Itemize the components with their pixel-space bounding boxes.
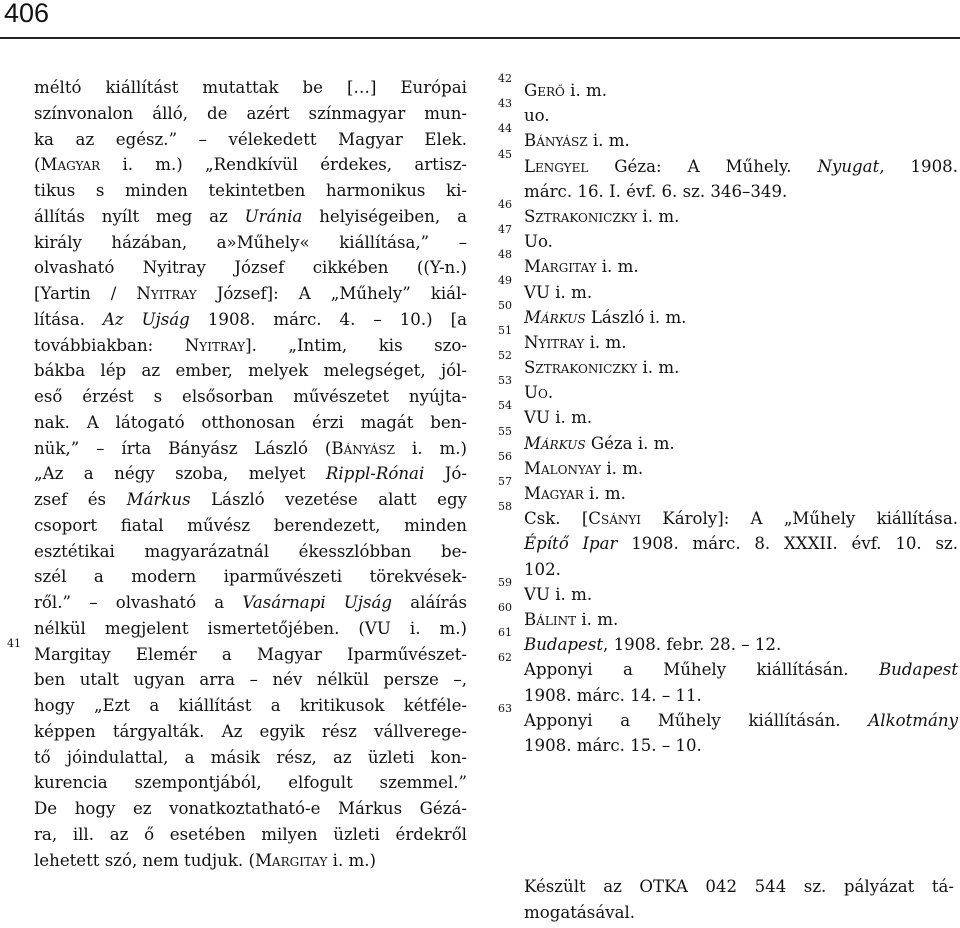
footnotes-column (498, 72, 959, 758)
footnote-43 (498, 97, 958, 128)
footnote-number: 56 (498, 449, 512, 463)
text-line: csoport fiatal művész berendezett, minden (34, 515, 467, 535)
text-line: [Yartin / Nyitray József]: A „Műhely” kiál- (34, 284, 467, 303)
footnote-52 (498, 349, 958, 380)
footnote-number: 47 (498, 223, 512, 237)
footnote-line: Csk. [Csányi Károly]: A „Műhely kiállítása. (524, 509, 958, 529)
footnote-59 (498, 575, 958, 607)
footnote-line: Bálint i. m. (524, 609, 619, 629)
footnote-number: 42 (498, 72, 512, 85)
footnote-line: Apponyi a Műhely kiállításán. Alkotmány (524, 710, 958, 730)
footnote-number: 48 (498, 248, 512, 262)
footnote-number: 50 (498, 298, 512, 312)
footnote-60 (498, 600, 958, 632)
page-number: 406 (4, 0, 50, 28)
footnote-63 (498, 701, 958, 758)
acknowledgement-line: mogatásával. (524, 903, 636, 922)
footnote-55 (498, 424, 958, 456)
footnote-number: 43 (498, 97, 512, 111)
footnote-line: Sztrakoniczky i. m. (524, 358, 680, 378)
footnote-47 (498, 223, 958, 254)
footnote-line: Bányász i. m. (524, 131, 630, 151)
footnote-number: 45 (498, 147, 512, 161)
footnote-line: 102. (524, 559, 561, 579)
footnote-line: Malonyay i. m. (524, 458, 644, 478)
text-line: szél a modern iparművészeti törekvések- (34, 567, 467, 587)
text-line: nak. A látogató otthonosan érzi magát ben- (34, 412, 467, 432)
footnote-61 (498, 626, 958, 657)
footnote-line: Márkus László i. m. (524, 307, 687, 327)
footnote-48 (498, 248, 958, 279)
footnote-45 (498, 147, 959, 204)
text-line: olvasható Nyitray József cikkében ((Y-n.) (34, 258, 467, 278)
footnote-number: 60 (498, 600, 512, 614)
footnote-56 (498, 449, 958, 481)
footnote-number: 57 (498, 475, 512, 488)
footnote-line: VU i. m. (524, 282, 593, 302)
footnote-line: Nyitray i. m. (524, 332, 627, 352)
footnote-line: Margitay i. m. (524, 257, 639, 277)
text-line: zsef és Márkus László vezetése alatt egy (34, 490, 467, 509)
text-line: ka az egész.” – vélekedett Magyar Elek. (34, 129, 467, 149)
footnote-number: 49 (498, 273, 512, 287)
text-line: bákba lép az ember, melyek melegséget, jól- (34, 361, 467, 381)
footnote-line: 1908. márc. 14. – 11. (524, 685, 702, 705)
footnote-number: 52 (498, 349, 512, 363)
footnote-line: Gerő i. m. (524, 81, 608, 100)
text-line: nük,” – írta Bányász László (Bányász i. m.) (34, 438, 467, 458)
text-line: eső érzést s elsősorban művészetet nyújta- (34, 387, 467, 406)
footnote-number: 44 (498, 122, 512, 136)
footnote-number: 62 (498, 651, 512, 665)
text-line: színvonalon álló, de azért színmagyar mun- (34, 103, 467, 123)
text-line: továbbiakban: Nyitray]. „Intim, kis szo- (34, 335, 467, 355)
text-line: esztétikai magyarázatnál ékesszlóbban be- (34, 541, 467, 561)
text-line: ra, ill. az ő esetében milyen üzleti érdekről (34, 824, 467, 844)
footnote-line: Budapest, 1908. febr. 28. – 12. (524, 635, 782, 655)
acknowledgement (524, 874, 954, 926)
footnote-number: 61 (498, 626, 512, 640)
text-line: képpen tárgyalták. Az egyik rész vállverege- (34, 721, 467, 741)
footnote-line: Építő Ipar 1908. márc. 8. XXXII. évf. 10. sz. (524, 534, 958, 554)
text-line: király házában, a»Műhely« kiállítása,” – (34, 232, 467, 252)
footnote-58 (498, 500, 958, 582)
footnote-line: VU i. m. (524, 584, 593, 604)
footnote-number: 46 (498, 197, 512, 211)
footnote-line: 1908. márc. 15. – 10. (524, 735, 702, 755)
footnote-number: 63 (498, 701, 512, 715)
footnote-number: 53 (498, 374, 512, 388)
footnote-54 (498, 399, 958, 430)
footnote-number: 58 (498, 500, 512, 514)
footnote-number: 55 (498, 424, 512, 438)
footnote-number: 51 (498, 323, 512, 337)
text-line: De hogy ez vonatkoztatható-e Márkus Gézá- (34, 799, 467, 818)
footnote-51 (498, 323, 958, 355)
footnote-44 (498, 122, 958, 153)
footnote-line: VU i. m. (524, 408, 593, 428)
footnote-line: Apponyi a Műhely kiállításán. Budapest (524, 660, 958, 680)
footnote-line: uo. (524, 106, 550, 126)
text-line: nélkül megjelent ismertetőjében. (VU i. m.) (34, 618, 467, 638)
footnote-49 (498, 273, 958, 305)
footnote-line: Uo. (524, 383, 554, 403)
footnote-line: Sztrakoniczky i. m. (524, 206, 680, 226)
footnote-line: Lengyel Géza: A Műhely. Nyugat, 1908. (524, 156, 959, 176)
text-line: hogy „Ezt a kiállítást a kritikusok kétféle- (34, 696, 467, 715)
footnote-62 (498, 651, 958, 707)
footnote-line: Uo. (524, 232, 553, 252)
text-line: állítás nyílt meg az Uránia helyiségeiben, a (34, 206, 467, 226)
text-line: tikus s minden tekintetben harmonikus ki- (34, 181, 467, 200)
text-line: méltó kiállítást mutattak be […] Európai (34, 78, 467, 97)
text-line: (Magyar i. m.) „Rendkívül érdekes, artisz- (34, 155, 467, 175)
text-line: kurencia szempontjából, elfogult szemmel.” (34, 773, 467, 793)
acknowledgement-line: Készült az OTKA 042 544 sz. pályázat tá- (524, 877, 954, 896)
footnote-line: Márkus Géza i. m. (524, 433, 675, 453)
footnote-53 (498, 374, 958, 405)
text-line: ben utalt ugyan arra – név nélkül persze –, (34, 670, 467, 690)
text-line: „Az a négy szoba, melyet Rippl-Rónai Jó- (34, 464, 468, 484)
text-line: ről.” – olvasható a Vasárnapi Ujság aláírás (34, 593, 467, 612)
footnote-50 (498, 298, 958, 330)
footnote-number: 54 (498, 399, 512, 413)
header-rule (0, 37, 960, 39)
footnote-marker-41: 41 (7, 636, 21, 650)
text-line: tő jóindulattal, a másik rész, az üzleti kon- (34, 747, 467, 767)
text-line: lítása. Az Ujság 1908. márc. 4. – 10.) [a (34, 309, 467, 329)
main-text-column (7, 75, 468, 873)
footnote-46 (498, 197, 958, 229)
footnote-57 (498, 475, 958, 506)
text-line: Margitay Elemér a Magyar Iparművészet- 41 (7, 636, 467, 664)
footnote-number: 59 (498, 575, 512, 589)
footnote-line: Magyar i. m. (524, 484, 626, 503)
text-line: lehetett szó, nem tudjuk. (Margitay i. m.) (34, 850, 377, 870)
footnote-42 (498, 72, 958, 103)
footnote-line: márc. 16. I. évf. 6. sz. 346–349. (524, 181, 788, 201)
